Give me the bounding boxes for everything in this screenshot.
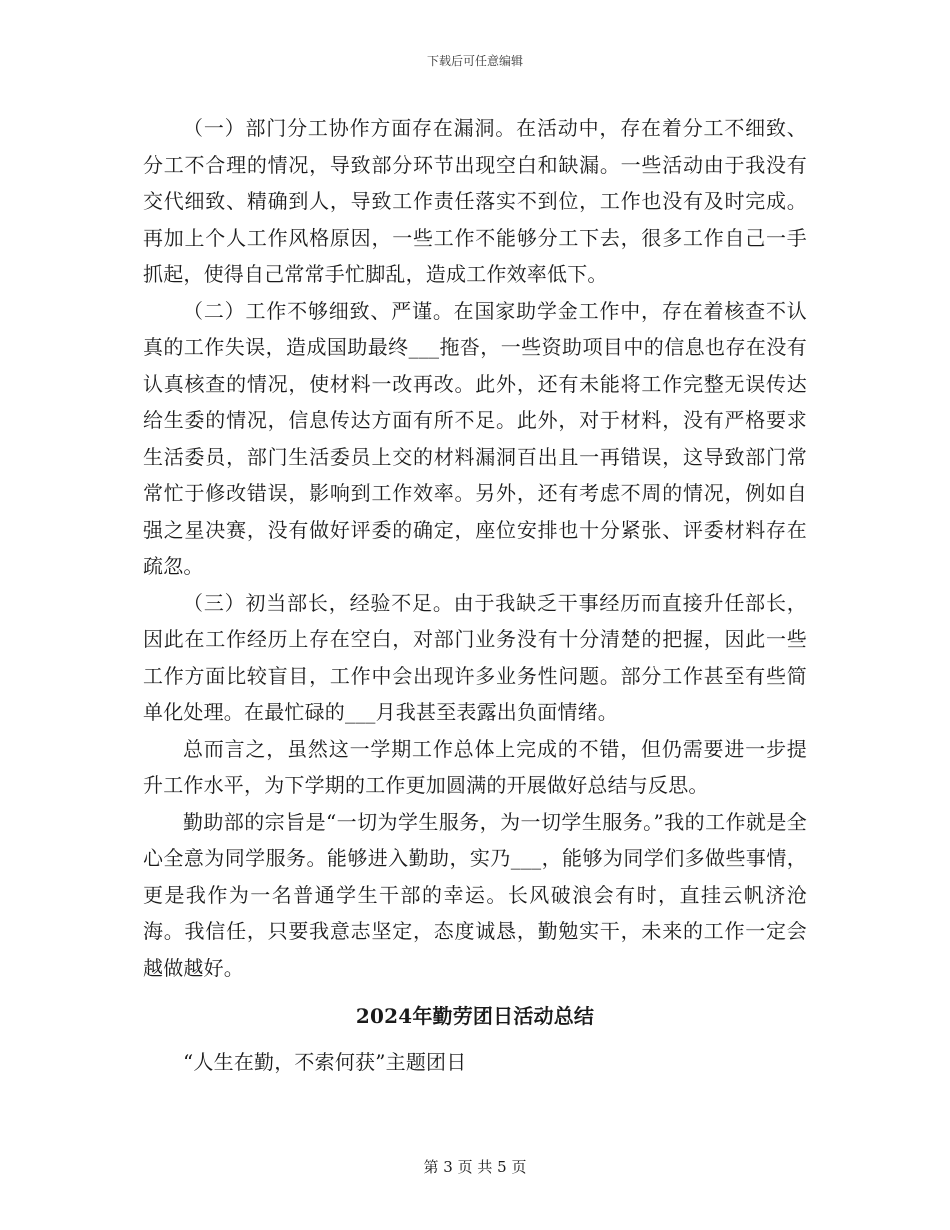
paragraph-department-purpose: 勤助部的宗旨是“一切为学生服务，为一切学生服务。”我的工作就是全心全意为同学服务。能够进入勤助，实乃___，能够为同学们多做些事情，更是我作为一名普通学生干部的幸运。长风破浪会有时，直挂云帆济沧海。我信任，只要我意志坚定，态度诚恳，勤勉实干，未来的工作一定会越做越好。 <box>143 809 807 980</box>
document-body <box>143 110 807 1081</box>
paragraph-work-rigor: （二）工作不够细致、严谨。在国家助学金工作中，存在着核查不认真的工作失误，造成国助最终___拖沓，一些资助项目中的信息也存在没有认真核查的情况，使材料一改再改。此外，还有未能将工作完整无误传达给生委的情况，信息传达方面有所不足。此外，对于材料，没有严格要求生活委员，部门生活委员上交的材料漏洞百出且一再错误，这导致部门常常忙于修改错误，影响到工作效率。另外，还有考虑不周的情况，例如自强之星决赛，没有做好评委的确定，座位安排也十分紧张、评委材料存在疏忽。 <box>143 298 807 578</box>
page-footer: 第 3 页 共 5 页 <box>423 1158 527 1176</box>
paragraph-theme: “人生在勤，不索何获”主题团日 <box>183 1050 467 1074</box>
paragraph-inexperience: （三）初当部长，经验不足。由于我缺乏干事经历而直接升任部长，因此在工作经历上存在空白，对部门业务没有十分清楚的把握，因此一些工作方面比较盲目，工作中会出现许多业务性问题。部分工作甚至有些简单化处理。在最忙碌的___月我甚至表露出负面情绪。 <box>143 590 807 724</box>
paragraph-summary: 总而言之，虽然这一学期工作总体上完成的不错，但仍需要进一步提升工作水平，为下学期的工作更加圆满的开展做好总结与反思。 <box>143 736 807 797</box>
section-title: 2024年勤劳团日活动总结 <box>355 1004 595 1028</box>
paragraph-division-of-labor: （一）部门分工协作方面存在漏洞。在活动中，存在着分工不细致、分工不合理的情况，导致部分环节出现空白和缺漏。一些活动由于我没有交代细致、精确到人，导致工作责任落实不到位，工作也没有及时完成。再加上个人工作风格原因，一些工作不能够分工下去，很多工作自己一手抓起，使得自己常常手忙脚乱，造成工作效率低下。 <box>143 116 807 286</box>
page-header: 下载后可任意编辑 <box>426 54 523 68</box>
